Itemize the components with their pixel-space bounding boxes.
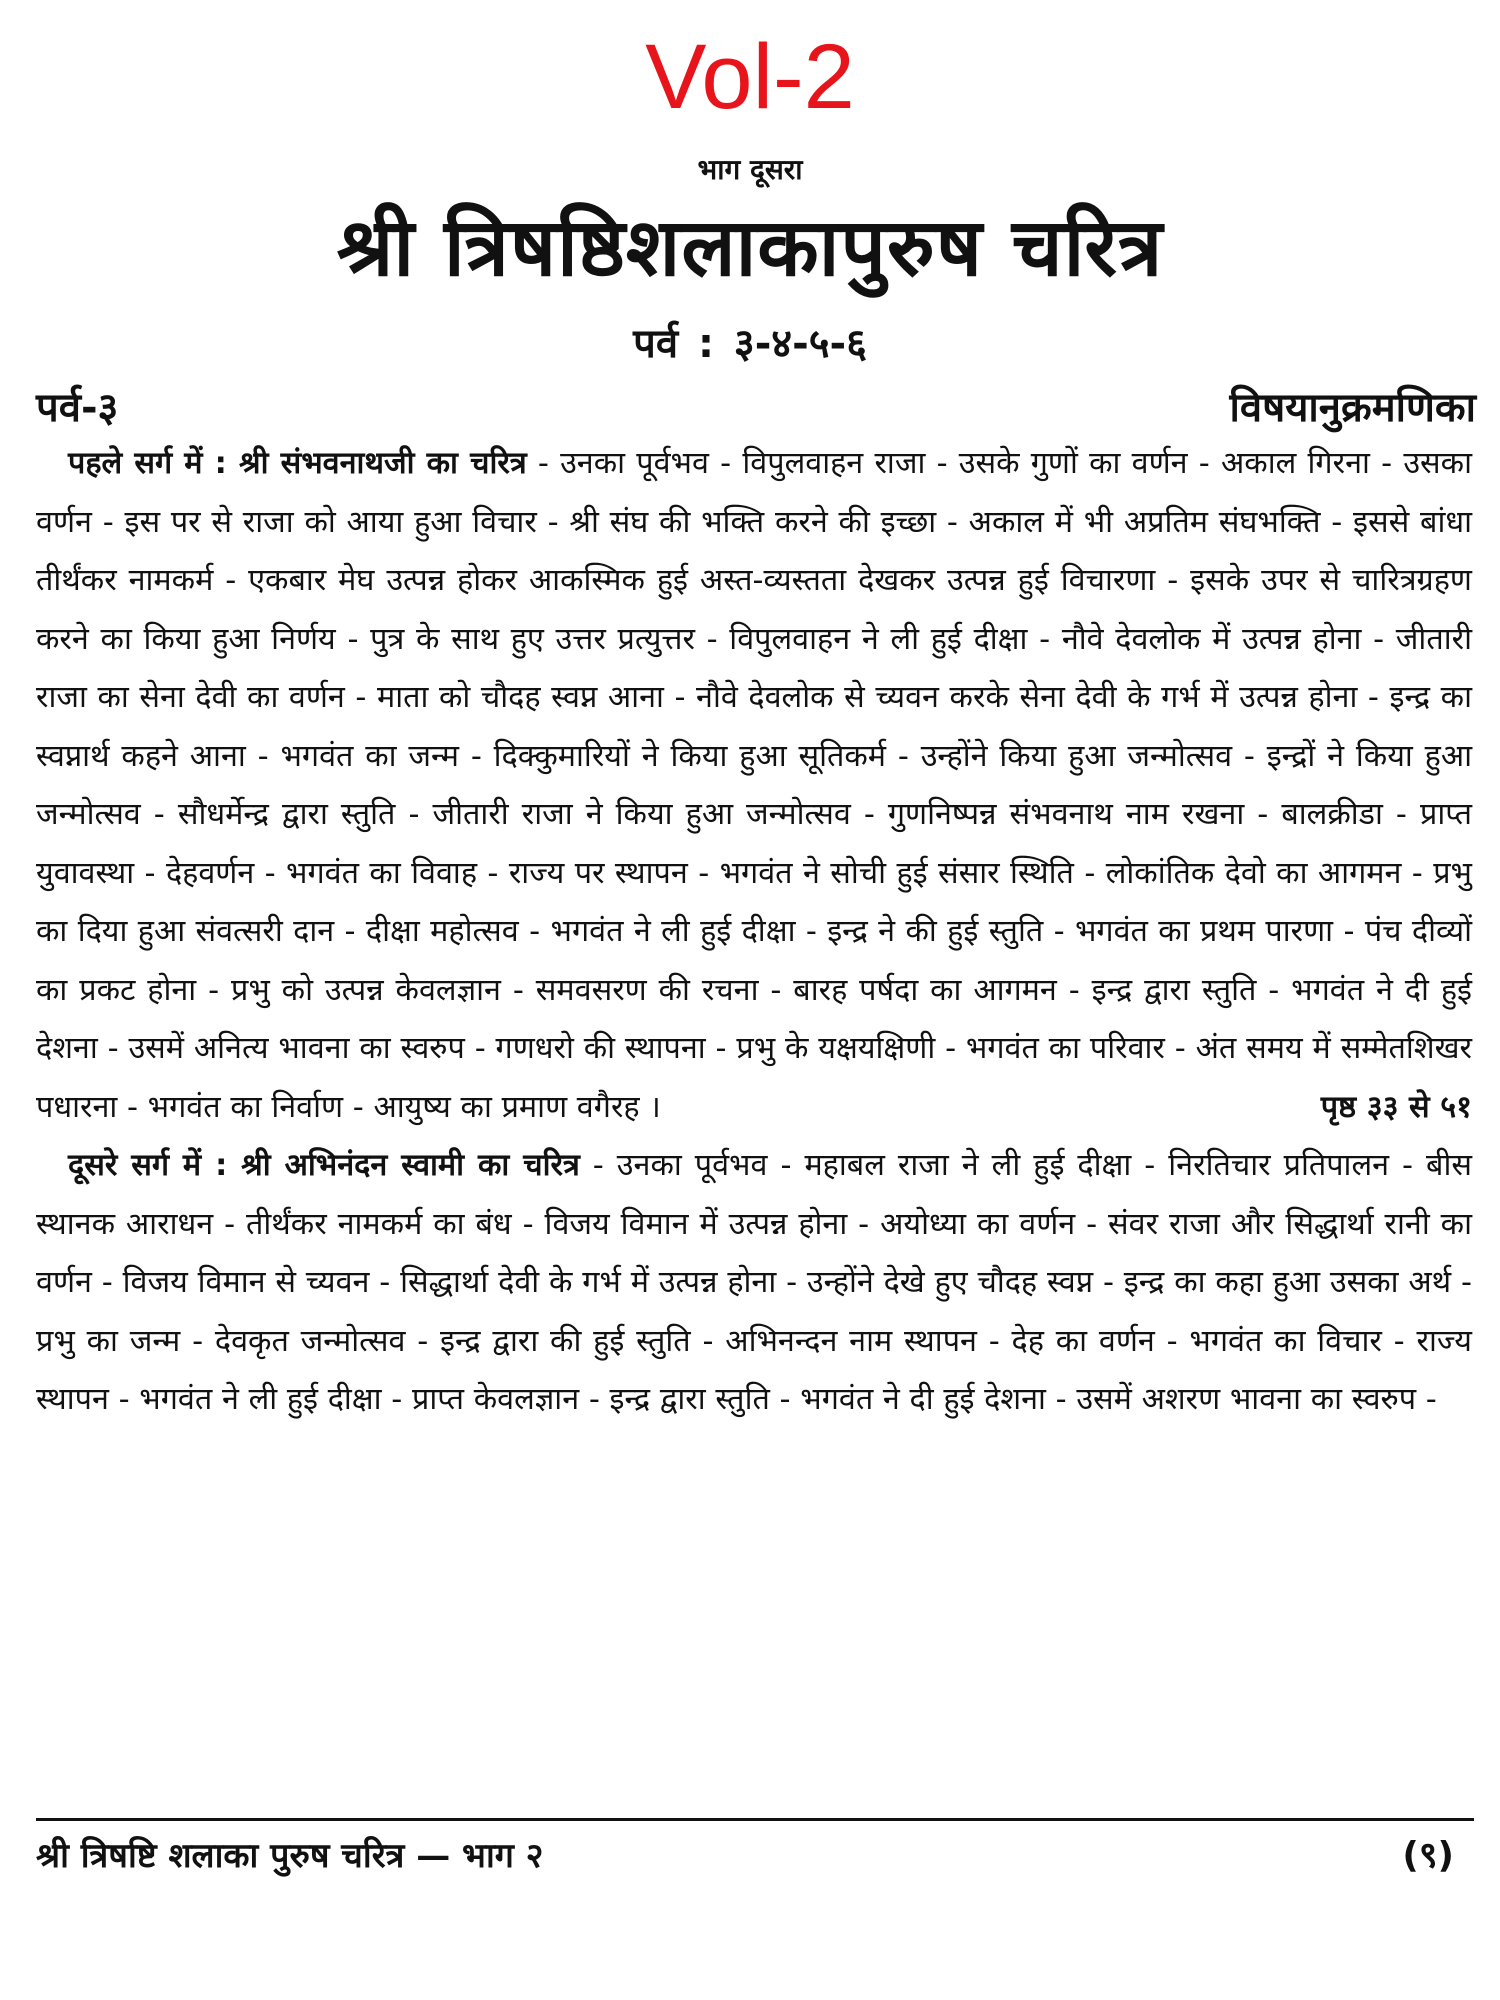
canto-2-paragraph — [36, 1137, 1472, 1430]
canto-1-heading: पहले सर्ग में : श्री संभवनाथजी का चरित्र — [68, 446, 527, 481]
footer-title: श्री त्रिषष्टि शलाका पुरुष चरित्र — भाग २ — [36, 1836, 544, 1876]
section-label: पर्व-३ — [36, 385, 119, 431]
canto-2-text: - उनका पूर्वभव - महाबल राजा ने ली हुई दीक्षा - निरतिचार प्रतिपालन - बीस स्थानक आराधन - तीर्थंकर नामकर्म का बंध - विजय विमान में उत्पन्न होना - अयोध्या का वर्णन - संवर राजा और सिद्धार्था रानी का वर्णन - विजय विमान से च्यवन - सिद्धार्था देवी के गर्भ में उत्पन्न होना - उन्होंने देखे हुए चौदह स्वप्न - इन्द्र का कहा हुआ उसका अर्थ - प्रभु का जन्म - देवकृत जन्मोत्सव - इन्द्र द्वारा की हुई स्तुति - अभिनन्दन नाम स्थापन - देह का वर्णन - भगवंत का विचार - राज्य स्थापन - भगवंत ने ली हुई दीक्षा - प्राप्त केवलज्ञान - इन्द्र द्वारा स्तुति - भगवंत ने दी हुई देशना - उसमें अशरण भावना का स्वरुप - — [36, 1148, 1472, 1417]
canto-2-heading: दूसरे सर्ग में : श्री अभिनंदन स्वामी का चरित्र — [68, 1148, 580, 1183]
canto-1-page-range: पृष्ठ ३३ से ५१ — [1320, 1089, 1472, 1125]
part-label: भाग दूसरा — [697, 153, 803, 186]
contents-body — [36, 435, 1472, 1430]
book-title: श्री त्रिषष्ठिशलाकापुरुष चरित्र — [336, 200, 1164, 294]
footer-divider — [36, 1818, 1474, 1821]
index-title: विषयानुक्रमणिका — [1229, 385, 1476, 431]
canto-1-paragraph — [36, 435, 1472, 1137]
volume-label: Vol-2 — [645, 26, 855, 128]
parva-range: पर्व : ३-४-५-६ — [633, 321, 867, 367]
canto-1-text: - उनका पूर्वभव - विपुलवाहन राजा - उसके गुणों का वर्णन - अकाल गिरना - उसका वर्णन - इस पर से राजा को आया हुआ विचार - श्री संघ की भक्ति करने की इच्छा - अकाल में भी अप्रतिम संघभक्ति - इससे बांधा तीर्थंकर नामकर्म - एकबार मेघ उत्पन्न होकर आकस्मिक हुई अस्त-व्यस्तता देखकर उत्पन्न हुई विचारणा - इसके उपर से चारित्रग्रहण करने का किया हुआ निर्णय - पुत्र के साथ हुए उत्तर प्रत्युत्तर - विपुलवाहन ने ली हुई दीक्षा - नौवे देवलोक में उत्पन्न होना - जीतारी राजा का सेना देवी का वर्णन - माता को चौदह स्वप्न आना - नौवे देवलोक से च्यवन करके सेना देवी के गर्भ में उत्पन्न होना - इन्द्र का स्वप्नार्थ कहने आना - भगवंत का जन्म - दिक्कुमारियों ने किया हुआ सूतिकर्म - उन्होंने किया हुआ जन्मोत्सव - इन्द्रों ने किया हुआ जन्मोत्सव - सौधर्मेन्द्र द्वारा स्तुति - जीतारी राजा ने किया हुआ जन्मोत्सव - गुणनिष्पन्न संभवनाथ नाम रखना - बालक्रीडा - प्राप्त युवावस्था - देहवर्णन - भगवंत का विवाह - राज्य पर स्थापन - भगवंत ने सोची हुई संसार स्थिति - लोकांतिक देवो का आगमन - प्रभु का दिया हुआ संवत्सरी दान - दीक्षा महोत्सव - भगवंत ने ली हुई दीक्षा - इन्द्र ने की हुई स्तुति - भगवंत का प्रथम पारणा - पंच दीव्यों का प्रकट होना - प्रभु को उत्पन्न केवलज्ञान - समवसरण की रचना - बारह पर्षदा का आगमन - इन्द्र द्वारा स्तुति - भगवंत ने दी हुई देशना - उसमें अनित्य भावना का स्वरुप - गणधरो की स्थापना - प्रभु के यक्षयक्षिणी - भगवंत का परिवार - अंत समय में सम्मेतशिखर पधारना - भगवंत का निर्वाण - आयुष्य का प्रमाण वगैरह । — [36, 446, 1472, 1125]
page-number: (९) — [1402, 1835, 1454, 1876]
